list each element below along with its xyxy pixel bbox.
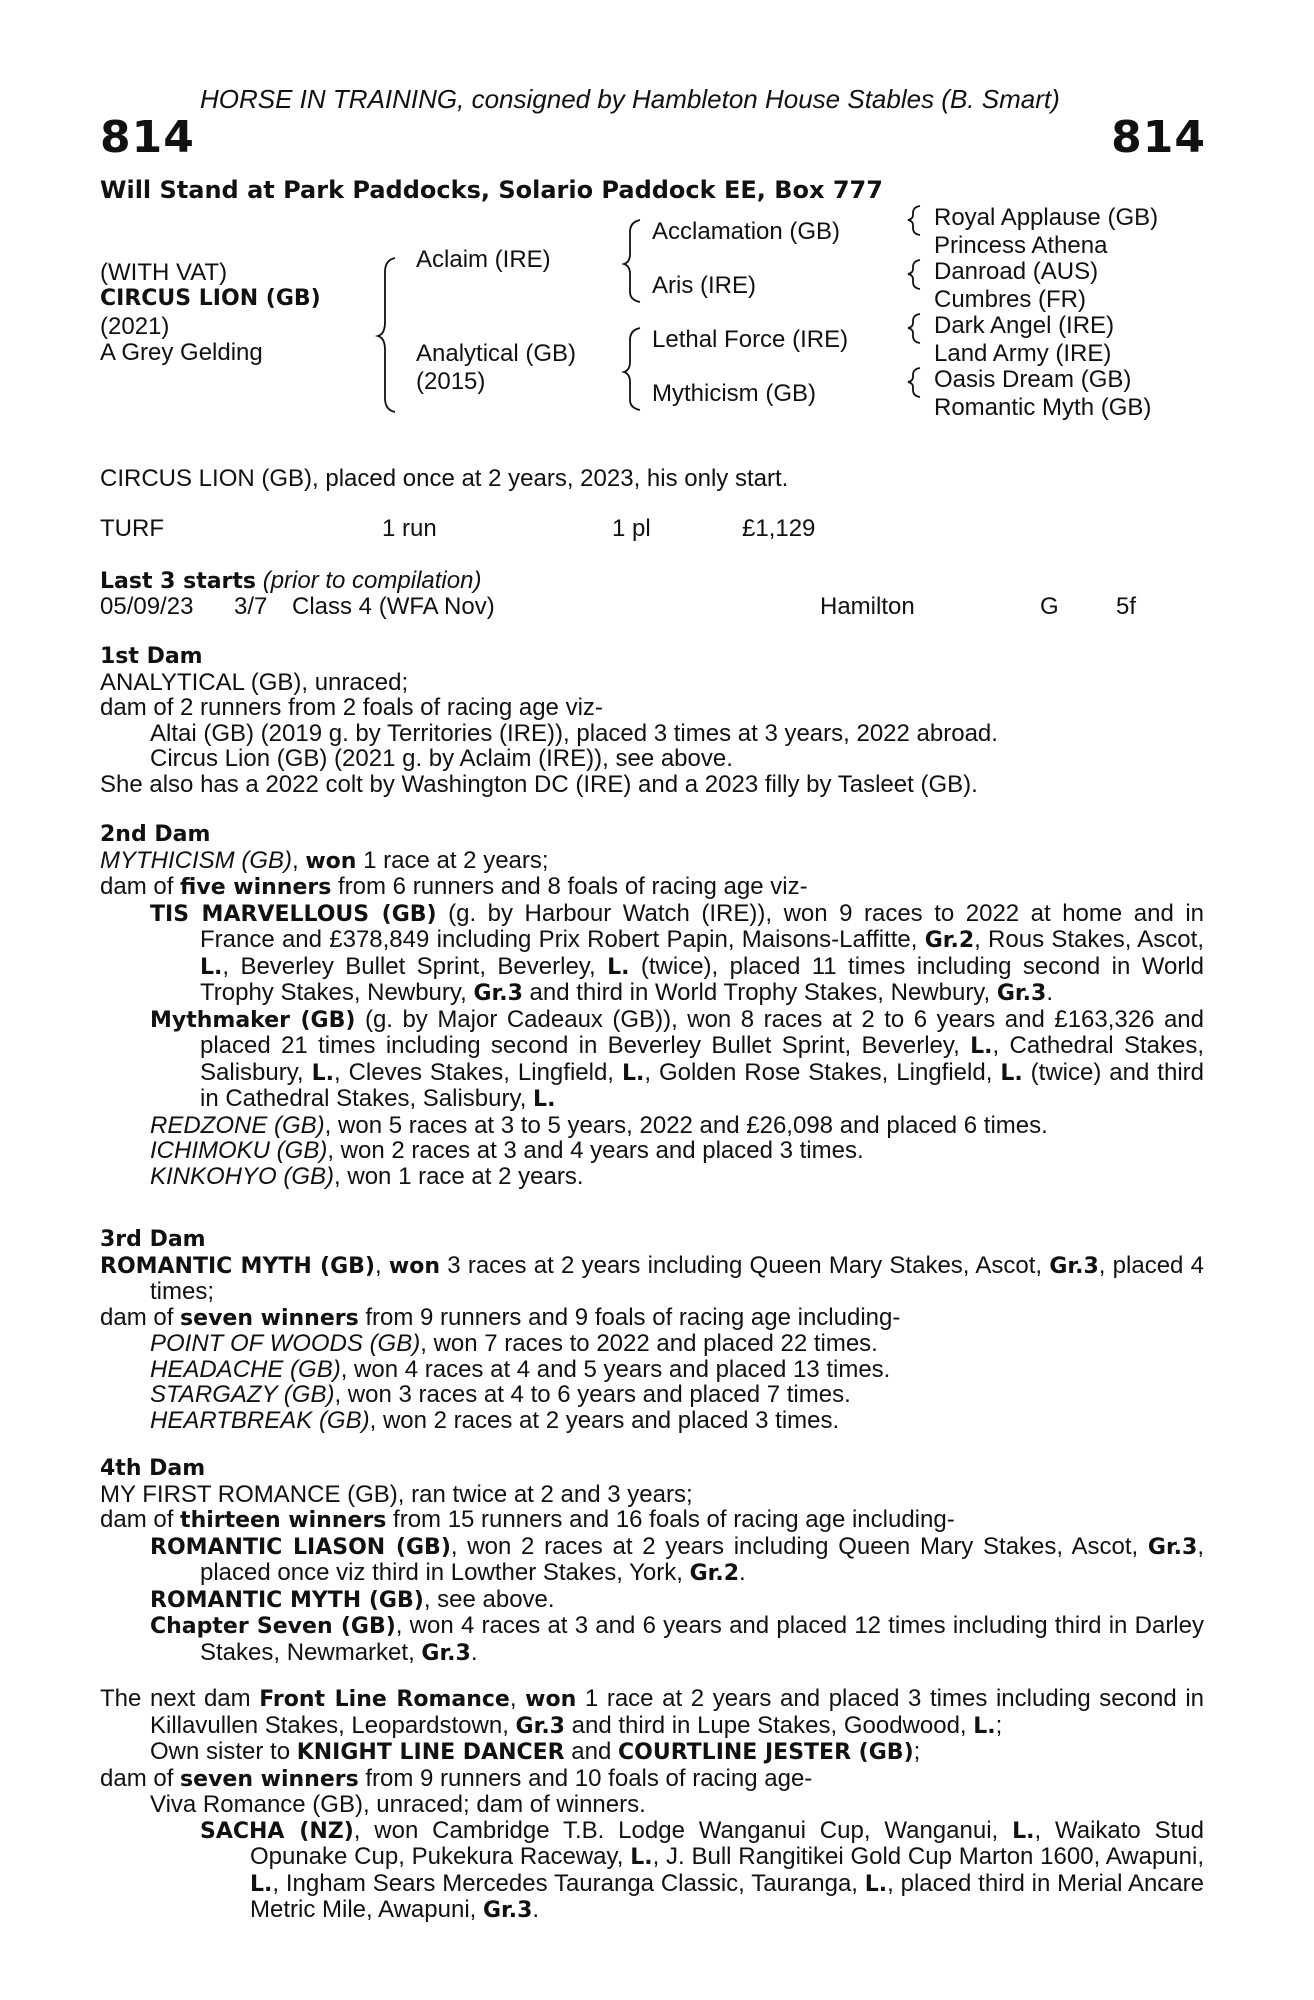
text: (g. by Major Cadeaux (GB)), won 8 races at 2 to 6 years and £163,326 and placed 21 times including second in Beverley Bullet Sprint, Beverley, — [200, 1005, 1205, 1059]
produce-chapter-seven — [100, 1613, 1204, 1666]
grade: Gr.3 — [421, 1640, 471, 1666]
text: and third in Lupe Stakes, Goodwood, — [564, 1711, 974, 1739]
second-dam-title: 2nd Dam — [100, 822, 211, 847]
race-summary: CIRCUS LION (GB), placed once at 2 years, 2023, his only start. — [100, 465, 789, 492]
second-dam-section — [100, 822, 1204, 1189]
pedigree-sire-dam: Aris (IRE) — [652, 272, 756, 299]
pedigree-dsd: Land Army (IRE) — [934, 340, 1112, 367]
horse-name: HEARTBREAK (GB) — [150, 1406, 370, 1434]
produce-kinkohyo — [100, 1164, 1204, 1190]
start-going: G — [1040, 593, 1059, 620]
start-position: 3/7 — [234, 593, 268, 620]
grade: Gr.3 — [996, 981, 1047, 1006]
produce-mythmaker — [100, 1007, 1204, 1113]
text: , Cleves Stakes, Lingfield, — [333, 1058, 622, 1086]
winners-count: thirteen winners — [180, 1508, 387, 1533]
horse-name: REDZONE (GB) — [150, 1111, 325, 1139]
pedigree-dam-dam: Mythicism (GB) — [652, 380, 816, 407]
winners-count: seven winners — [180, 1766, 359, 1792]
third-dam-produce-line — [100, 1305, 1204, 1332]
text: The next dam — [100, 1685, 260, 1712]
horse-name: TIS MARVELLOUS (GB) — [150, 901, 437, 927]
pedigree-dam-sire: Lethal Force (IRE) — [652, 326, 849, 353]
won-label: won — [305, 848, 357, 874]
produce-romantic-liason — [100, 1534, 1204, 1587]
text: from 9 runners and 10 foals of racing age- — [358, 1764, 813, 1792]
grade: Gr.3 — [1147, 1534, 1198, 1560]
text: , won Cambridge T.B. Lodge Wanganui Cup, Wanganui, — [353, 1816, 1013, 1844]
next-dam-produce-line — [100, 1766, 1204, 1793]
text: , Waikato Stud Opunake Cup, Pukekura Raceway, — [250, 1816, 1205, 1870]
text: , won 4 races at 4 and 5 years and placed 13 times. — [340, 1355, 891, 1383]
text: , J. Bull Rangitikei Gold Cup Marton 1600, Awapuni, — [652, 1843, 1204, 1870]
produce-circus-lion: Circus Lion (GB) (2021 g. by Aclaim (IRE)), see above. — [150, 745, 733, 772]
text: , see above. — [423, 1585, 555, 1613]
text: and third in World Trophy Stakes, Newbury, — [522, 979, 997, 1006]
pedigree-sdd: Cumbres (FR) — [934, 286, 1087, 313]
text: , Golden Rose Stakes, Lingfield, — [644, 1058, 1001, 1086]
record-runs: 1 run — [382, 515, 437, 542]
text: , Beverley Bullet Sprint, Beverley, — [222, 952, 608, 980]
produce-point-of-woods — [100, 1331, 1204, 1357]
text: . — [1046, 979, 1053, 1006]
text: 1 race at 2 years and placed 3 times including second in Killavullen Stakes, Leopardstown, — [150, 1685, 1204, 1739]
lot-number-right: 814 — [1111, 112, 1206, 163]
pedigree-sire-sire: Acclamation (GB) — [652, 218, 841, 245]
text: , Ingham Sears Mercedes Tauranga Classic, Tauranga, — [272, 1869, 865, 1897]
last-starts-note: (prior to compilation) — [262, 567, 482, 594]
first-dam-title: 1st Dam — [100, 644, 203, 669]
produce-sacha — [100, 1818, 1204, 1924]
fourth-dam-line: MY FIRST ROMANCE (GB), ran twice at 2 and 3 years; — [100, 1480, 693, 1508]
record-surface: TURF — [100, 515, 164, 542]
pedigree-ddd: Romantic Myth (GB) — [934, 394, 1152, 421]
second-dam-rest: 1 race at 2 years; — [356, 846, 549, 874]
start-distance: 5f — [1116, 593, 1137, 620]
second-dam-produce-line — [100, 874, 1204, 901]
horse-name: HEADACHE (GB) — [150, 1355, 341, 1383]
produce-tis-marvellous — [100, 901, 1204, 1007]
grade: L. — [970, 1034, 993, 1059]
winners-count: five winners — [180, 875, 332, 900]
text: . — [470, 1638, 478, 1666]
text: from 6 runners and 8 foals of racing age viz- — [331, 873, 808, 900]
text: , won 1 race at 2 years. — [334, 1162, 584, 1190]
vat-label: (WITH VAT) — [100, 259, 228, 286]
horse-name: ROMANTIC MYTH (GB) — [100, 1253, 375, 1279]
produce-ichimoku — [100, 1138, 1204, 1164]
text: , won 2 races at 2 years and placed 3 times. — [369, 1406, 840, 1434]
text: ; — [913, 1738, 921, 1765]
fourth-dam-section — [100, 1456, 1204, 1666]
first-dam-section — [100, 644, 1204, 797]
grade: L. — [621, 1060, 645, 1086]
text: , placed 4 times; — [150, 1251, 1204, 1305]
third-dam-title: 3rd Dam — [100, 1227, 206, 1252]
grade: L. — [311, 1060, 334, 1086]
text: 3 races at 2 years including Queen Mary Stakes, Ascot, — [440, 1251, 1050, 1279]
text: , won 5 races at 3 to 5 years, 2022 and £26,098 and placed 6 times. — [324, 1111, 1048, 1139]
text: (g. by Harbour Watch (IRE)), won 9 races to 2022 at home and in France and £378,849 including Prix Robert Papin, Maisons-Laffitte, — [200, 899, 1205, 953]
grade: L. — [250, 1871, 273, 1897]
pedigree-sss: Royal Applause (GB) — [934, 204, 1159, 231]
next-dam-line — [100, 1686, 1204, 1739]
pedigree-dam: Analytical (GB) — [416, 340, 577, 367]
last-starts-title: Last 3 starts — [100, 569, 257, 594]
pedigree-sds: Danroad (AUS) — [934, 258, 1099, 285]
stand-location: Will Stand at Park Paddocks, Solario Paddock EE, Box 777 — [100, 176, 883, 204]
second-dam-line: MYTHICISM (GB), won 1 race at 2 years; — [100, 846, 549, 874]
horse-description: A Grey Gelding — [100, 339, 263, 366]
grade: Gr.3 — [1049, 1253, 1099, 1279]
horse-name: SACHA (NZ) — [200, 1818, 354, 1844]
horse-name: ICHIMOKU (GB) — [150, 1137, 328, 1164]
horse-name: POINT OF WOODS (GB) — [150, 1330, 421, 1357]
produce-heartbreak — [100, 1408, 1204, 1434]
horse-name: KNIGHT LINE DANCER — [296, 1740, 565, 1765]
grade: L. — [1012, 1818, 1035, 1844]
text: and — [564, 1738, 619, 1765]
own-sister-line — [100, 1739, 1204, 1766]
horse-name: ROMANTIC LIASON (GB) — [150, 1534, 451, 1560]
text: , Rous Stakes, Ascot, — [974, 926, 1204, 953]
pedigree-sire: Aclaim (IRE) — [416, 246, 551, 273]
won-label: won — [525, 1687, 577, 1712]
first-dam-line: ANALYTICAL (GB), unraced; — [100, 668, 409, 696]
grade: L. — [630, 1845, 653, 1870]
text: ; — [995, 1711, 1003, 1739]
grade: L. — [1000, 1060, 1023, 1086]
start-date: 05/09/23 — [100, 593, 194, 620]
grade: L. — [200, 954, 223, 980]
produce-viva-romance: Viva Romance (GB), unraced; dam of winners. — [150, 1791, 646, 1818]
horse-name: Mythmaker (GB) — [150, 1007, 356, 1033]
text: from 9 runners and 9 foals of racing age including- — [358, 1303, 901, 1331]
text: , placed third in Merial Ancare Metric Mile, Awapuni, — [250, 1869, 1204, 1923]
text: , Cathedral Stakes, Salisbury, — [200, 1032, 1205, 1086]
horse-name: COURTLINE JESTER (GB) — [618, 1740, 914, 1765]
text: (twice), placed 11 times including second in World Trophy Stakes, Newbury, — [200, 952, 1204, 1006]
winners-count: seven winners — [180, 1305, 359, 1331]
first-dam-produce-line: dam of 2 runners from 2 foals of racing age viz- — [100, 694, 603, 721]
pedigree-ssd: Princess Athena — [934, 232, 1108, 259]
won-label: won — [388, 1253, 440, 1279]
record-placings: 1 pl — [612, 515, 651, 542]
text: Own sister to — [150, 1738, 297, 1765]
grade: Gr.3 — [473, 981, 523, 1006]
last-starts-heading — [100, 568, 481, 595]
third-dam-line: ROMANTIC MYTH (GB), won 3 races at 2 years including Queen Mary Stakes, Ascot, Gr.3, placed 4 times; — [100, 1251, 1204, 1305]
text: dam of — [100, 1506, 181, 1533]
grade: L. — [864, 1871, 888, 1897]
horse-name: Chapter Seven (GB) — [150, 1614, 396, 1639]
grade: Gr.3 — [482, 1898, 533, 1923]
horse-name: CIRCUS LION (GB) — [100, 286, 321, 311]
grade: L. — [607, 954, 630, 980]
text: . — [739, 1559, 746, 1586]
horse-name: KINKOHYO (GB) — [150, 1162, 335, 1190]
grade: Gr.2 — [924, 928, 975, 953]
pedigree-dds: Oasis Dream (GB) — [934, 366, 1132, 393]
produce-headache — [100, 1357, 1204, 1383]
text: , — [509, 1685, 526, 1712]
text: (twice) and third in Cathedral Stakes, Salisbury, — [200, 1058, 1204, 1112]
consignment-header: HORSE IN TRAINING, consigned by Hambleton House Stables (B. Smart) — [200, 84, 1060, 114]
start-course: Hamilton — [820, 593, 915, 620]
text: dam of — [100, 1303, 181, 1331]
produce-altai: Altai (GB) (2019 g. by Territories (IRE)), placed 3 times at 3 years, 2022 abroad. — [150, 719, 998, 747]
fourth-dam-produce-line — [100, 1507, 1204, 1534]
text: , won 2 races at 2 years including Queen Mary Stakes, Ascot, — [450, 1532, 1148, 1560]
grade: Gr.2 — [689, 1561, 740, 1586]
first-dam-also: She also has a 2022 colt by Washington DC (IRE) and a 2023 filly by Tasleet (GB). — [100, 770, 978, 798]
pedigree-dam-year: (2015) — [416, 368, 486, 395]
text: from 15 runners and 16 foals of racing age including- — [386, 1506, 955, 1533]
third-dam-section — [100, 1227, 1204, 1433]
text: , won 7 races to 2022 and placed 22 times. — [420, 1330, 878, 1357]
text: dam of — [100, 873, 181, 900]
produce-romantic-myth — [100, 1587, 1204, 1614]
horse-name: STARGAZY (GB) — [150, 1381, 335, 1408]
horse-name: Front Line Romance — [259, 1687, 510, 1712]
text: dam of — [100, 1764, 181, 1792]
grade: Gr.3 — [515, 1713, 565, 1739]
next-dam-section — [100, 1686, 1204, 1924]
fourth-dam-title: 4th Dam — [100, 1456, 206, 1481]
horse-name: ROMANTIC MYTH (GB) — [150, 1587, 424, 1613]
text: , placed once viz third in Lowther Stakes, York, — [200, 1532, 1204, 1586]
text: , won 4 races at 3 and 6 years and placed 12 times including third in Darley Stakes, Newmarket, — [200, 1612, 1204, 1666]
start-class: Class 4 (WFA Nov) — [292, 593, 495, 620]
second-dam-name: MYTHICISM (GB) — [100, 846, 292, 874]
grade: L. — [973, 1713, 996, 1739]
text: , won 3 races at 4 to 6 years and placed 7 times. — [334, 1381, 851, 1408]
pedigree-dss: Dark Angel (IRE) — [934, 312, 1115, 339]
text: , won 2 races at 3 and 4 years and placed 3 times. — [327, 1137, 864, 1164]
produce-redzone — [100, 1113, 1204, 1139]
horse-year: (2021) — [100, 313, 170, 340]
lot-number-left: 814 — [100, 112, 195, 163]
produce-stargazy — [100, 1382, 1204, 1408]
record-earnings: £1,129 — [742, 515, 816, 542]
grade: L. — [533, 1087, 556, 1112]
text: . — [532, 1896, 540, 1923]
